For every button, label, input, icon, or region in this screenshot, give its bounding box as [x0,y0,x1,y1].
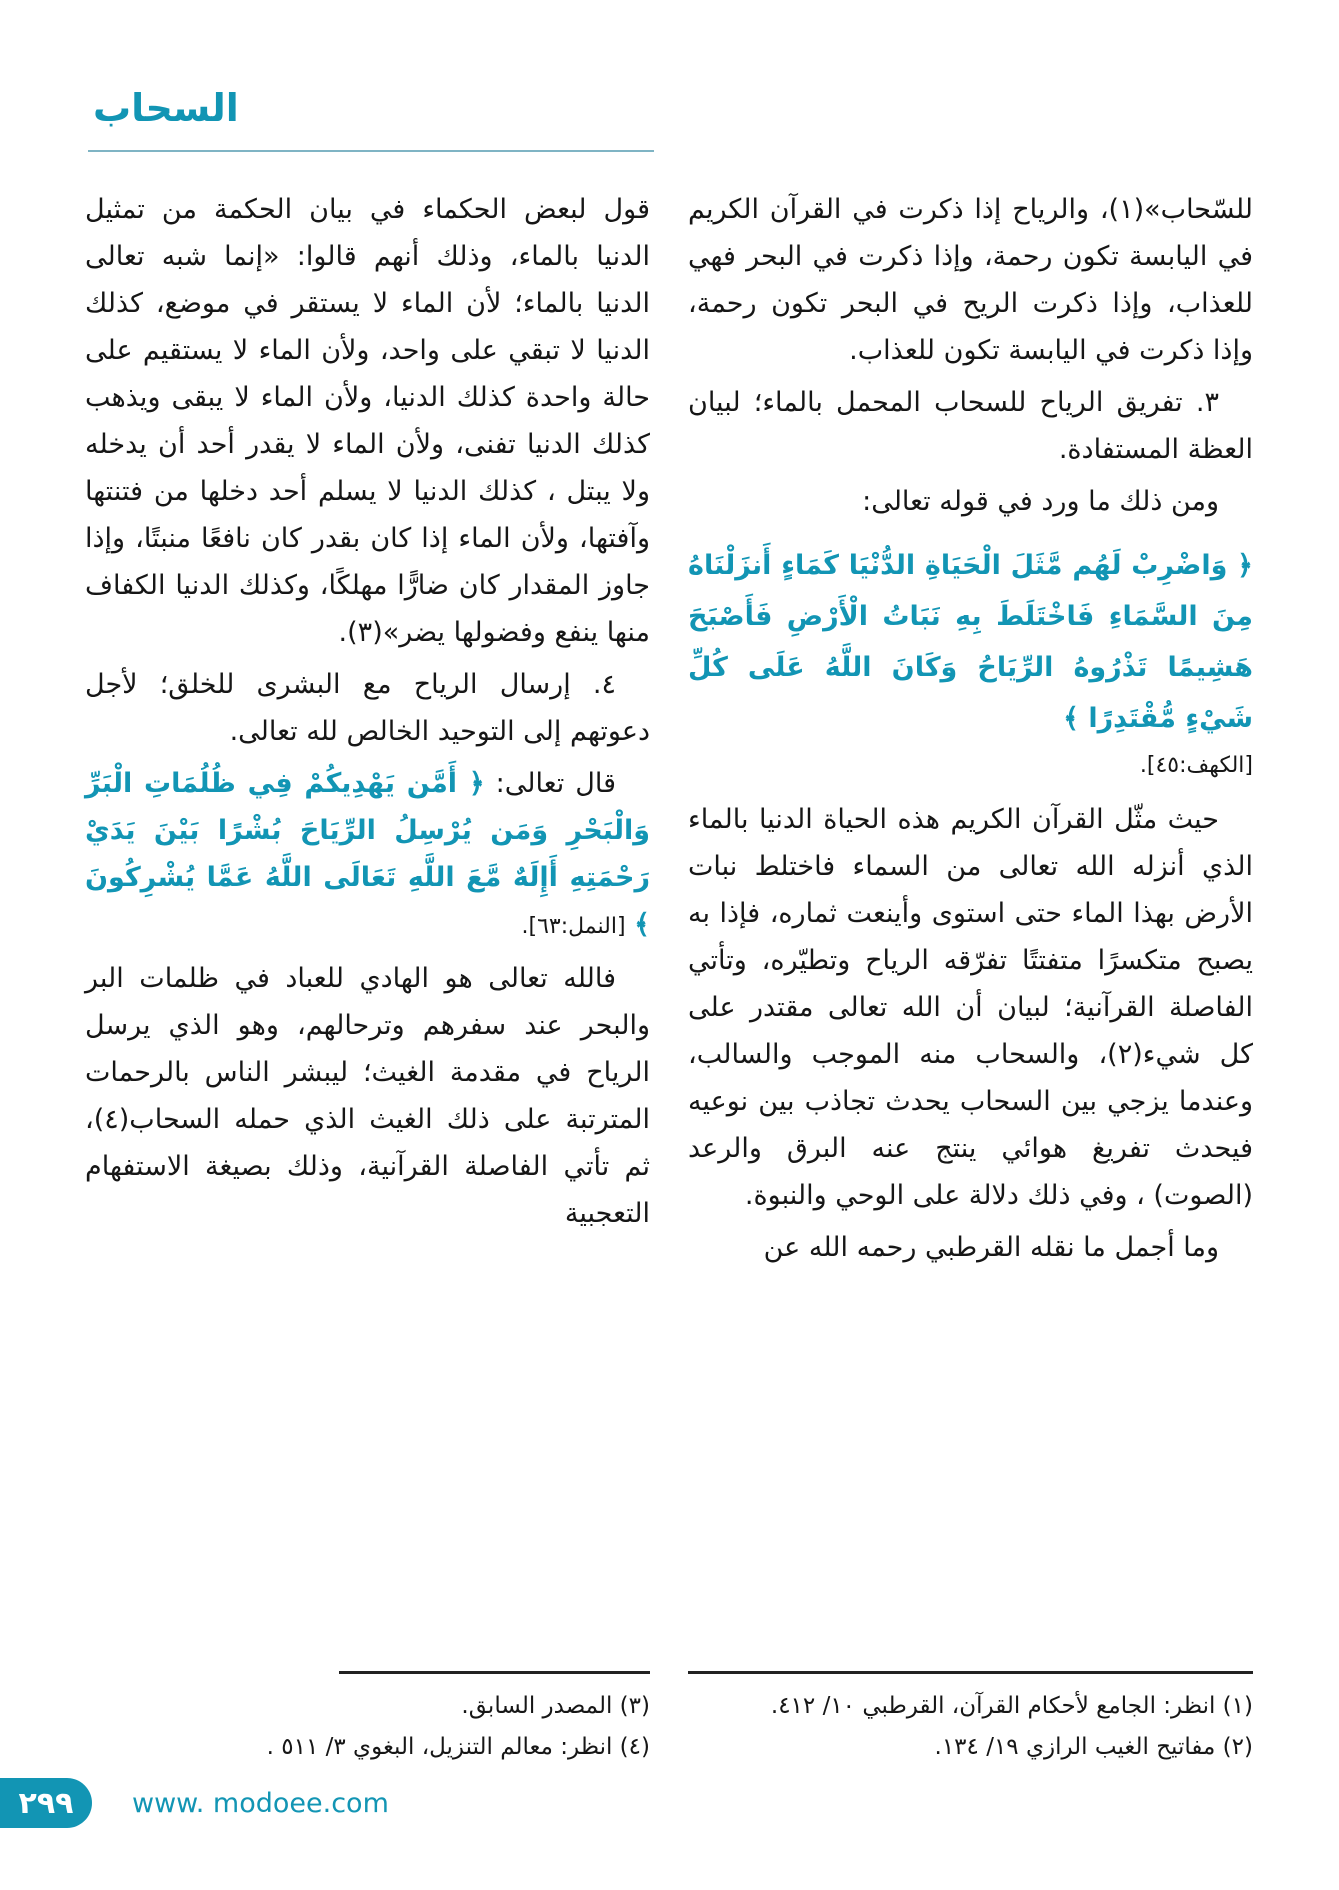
footnote-1: (١) انظر: الجامع لأحكام القرآن، القرطبي ١٠/ ٤١٢. [770,1693,1253,1719]
quran-verse-naml: ﴿ أَمَّن يَهْدِيكُمْ فِي ظُلُمَاتِ الْبَرِّ وَالْبَحْرِ وَمَن يُرْسِلُ الرِّيَاحَ بُشْرًا بَيْنَ يَدَيْ رَحْمَتِهِ أَإِلَهٌ مَّعَ اللَّهِ تَعَالَى اللَّهُ عَمَّا يُشْرِكُونَ ﴾ [85,768,650,940]
footnote-divider [688,1671,1253,1674]
page-number: ٢٩٩ [18,1785,74,1821]
paragraph-explanation: حيث مثّل القرآن الكريم هذه الحياة الدنيا بالماء الذي أنزله الله تعالى من السماء فاختلط نبات الأرض بهذا الماء حتى استوى وأينعت ثماره، فإذا به يصبح متكسرًا متفتتًا تفرّقه الرياح وتطيّره، وتأتي الفاصلة القرآنية؛ لبيان أن الله تعالى مقتدر على كل شيء(٢)، والسحاب منه الموجب والسالب، وعندما يزجي بين السحاب يحدث تجاذب بين نوعيه فيحدث تفريغ هوائي ينتج عنه البرق والرعد (الصوت) ، وفي ذلك دلالة على الوحي والنبوة. [688,804,1253,1211]
verse-reference-kahf: [الكهف:٤٥]. [1139,753,1253,778]
page-number-badge [0,1778,92,1828]
column-right [688,186,1253,1768]
paragraph-wisdom: قول لبعض الحكماء في بيان الحكمة من تمثيل الدنيا بالماء، وذلك أنهم قالوا: «إنما شبه تعالى الدنيا بالماء؛ لأن الماء لا يستقر في موضع، كذلك الدنيا لا تبقي على واحد، ولأن الماء لا يستقيم على حالة واحدة كذلك الدنيا، ولأن الماء لا يبقى ويذهب كذلك الدنيا تفنى، ولأن الماء لا يقدر أحد أن يدخله ولا يبتل ، كذلك الدنيا لا يسلم أحد دخلها من فتنتها وآفتها، ولأن الماء إذا كان بقدر كان نافعًا منبتًا، وإذا جاوز المقدار كان ضارًّا مهلكًا، وكذلك الدنيا الكفاف منها ينفع وفضولها يضر»(٣). [85,194,650,648]
footnotes-left [85,1671,650,1768]
numbered-item-3: ٣. تفريق الرياح للسحاب المحمل بالماء؛ لبيان العظة المستفادة. [688,387,1253,465]
paragraph-lead-in: ومن ذلك ما ورد في قوله تعالى: [862,486,1219,517]
numbered-item-4: ٤. إرسال الرياح مع البشرى للخلق؛ لأجل دعوتهم إلى التوحيد الخالص لله تعالى. [85,669,650,747]
paragraph-guidance: فالله تعالى هو الهادي للعباد في ظلمات البر والبحر عند سفرهم وترحالهم، وهو الذي يرسل الرياح في مقدمة الغيث؛ ليبشر الناس بالرحمات المترتبة على ذلك الغيث الذي حمله السحاب(٤)، ثم تأتي الفاصلة القرآنية، وذلك بصيغة الاستفهام التعجبية [85,963,650,1229]
footnotes-right [688,1671,1253,1768]
footnote-3: (٣) المصدر السابق. [461,1693,650,1719]
page-content [85,186,1253,1768]
page-header-title: السحاب [93,86,239,130]
website-url: www. modoee.com [132,1788,389,1819]
verse-reference-naml: [النمل:٦٣]. [521,914,626,939]
footnote-divider [339,1671,650,1674]
footnote-2: (٢) مفاتيح الغيب الرازي ١٩/ ١٣٤. [934,1734,1253,1760]
footnote-4: (٤) انظر: معالم التنزيل، البغوي ٣/ ٥١١ . [266,1734,650,1760]
paragraph-intro: للسّحاب»(١)، والرياح إذا ذكرت في القرآن الكريم في اليابسة تكون رحمة، وإذا ذكرت في البحر فهي للعذاب، وإذا ذكرت الريح في البحر تكون رحمة، وإذا ذكرت في اليابسة تكون للعذاب. [688,194,1253,366]
quran-verse-kahf: ﴿ وَاضْرِبْ لَهُم مَّثَلَ الْحَيَاةِ الدُّنْيَا كَمَاءٍ أَنزَلْنَاهُ مِنَ السَّمَاءِ فَاخْتَلَطَ بِهِ نَبَاتُ الْأَرْضِ فَأَصْبَحَ هَشِيمًا تَذْرُوهُ الرِّيَاحُ وَكَانَ اللَّهُ عَلَى كُلِّ شَيْءٍ مُّقْتَدِرًا ﴾ [688,550,1253,734]
column-left [85,186,650,1768]
paragraph-with-verse [85,760,650,950]
header-rule [88,150,654,152]
paragraph-last: وما أجمل ما نقله القرطبي رحمه الله عن [763,1232,1219,1263]
quote-intro: قال تعالى: [484,768,616,799]
